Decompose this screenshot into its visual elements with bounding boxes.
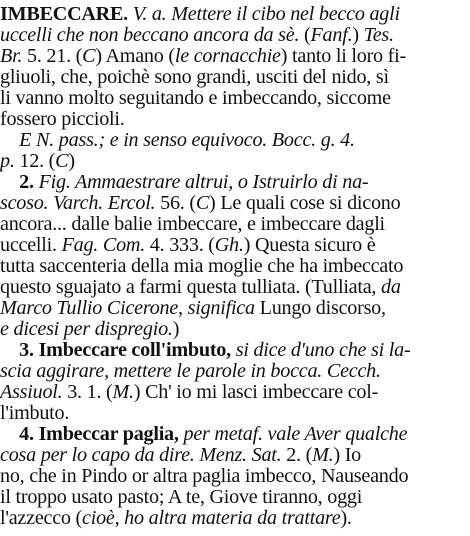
text-run: ,: [381, 297, 386, 319]
text-run: 5. 21. (: [22, 45, 83, 67]
text-run: e dicesi per dispregio.: [0, 318, 173, 340]
text-run: ) Ch' io mi lasci imbeccare col-: [133, 381, 379, 403]
text-run: da: [381, 276, 401, 298]
text-run: no, che in Pindo or altra paglia imbecco, Nauseando: [0, 465, 409, 487]
text-run: ) tanto li loro fi-: [280, 45, 406, 67]
text-run: 4. Imbeccar paglia,: [0, 423, 179, 445]
text-run: tutta saccenteria della mia moglie che ha imbeccato: [0, 255, 404, 277]
text-run: Gh.: [214, 234, 244, 256]
text-run: Br.: [0, 45, 23, 67]
text-run: C: [55, 150, 69, 172]
text-run: per metaf. vale Aver qualche: [178, 423, 408, 445]
text-run: p.: [0, 150, 15, 172]
text-run: fossero piccioli.: [0, 108, 125, 130]
text-run: scoso. Varch. Ercol.: [0, 192, 156, 214]
text-run: Fig. Ammaestrare altrui, o Istruirlo di na-: [38, 171, 369, 193]
text-run: ) Questa sicuro è: [243, 234, 376, 256]
text-run: 4. 333. (: [145, 234, 215, 256]
text-run: le cornacchie: [174, 45, 281, 67]
text-run: 2. (: [281, 444, 313, 466]
text-run: 2.: [0, 171, 39, 193]
text-run: IMBECCARE.: [0, 3, 128, 25]
text-run: Fanf.: [310, 24, 353, 46]
text-run: Marco Tullio Cicerone, significa: [0, 297, 255, 319]
text-run: l'imbuto.: [0, 402, 70, 424]
text-run: 12. (: [14, 150, 56, 172]
text-run: C: [82, 45, 96, 67]
text-run: Lungo discorso: [254, 297, 382, 319]
text-run: ) Amano (: [95, 45, 175, 67]
text-run: 3. Imbeccare coll'imbuto,: [0, 339, 231, 361]
text-run: ): [68, 150, 75, 172]
text-run: questo sguajato a farmi questa tulliata. (Tulliata,: [0, 276, 382, 298]
text-run: scia aggirare, mettere le parole in bocca. Cecch.: [0, 360, 381, 382]
text-run: si dice d'uno che si la-: [230, 339, 411, 361]
text-run: cosa per lo capo da dire. Menz. Sat.: [0, 444, 282, 466]
text-run: Tes.: [363, 24, 394, 46]
text-run: C: [195, 192, 210, 214]
text-run: ) Io: [333, 444, 362, 466]
text-run: li vanno molto seguitando e imbeccando, siccome: [0, 87, 391, 109]
text-run: ): [352, 24, 364, 46]
text-run: Fag. Com.: [61, 234, 146, 256]
text-run: ) Le quali cose si dicono: [209, 192, 401, 214]
text-run: V. a. Mettere il cibo nel becco agli: [127, 3, 400, 25]
text-run: ancora... dalle balie imbeccare, e imbeccare dagli: [0, 213, 385, 235]
text-run: ).: [340, 507, 352, 529]
text-run: (: [299, 24, 311, 46]
text-run: il troppo usato pasto; A te, Giove tiranno, oggi: [0, 486, 363, 508]
text-run: E N. pass.; e in senso equivoco. Bocc. g. 4.: [0, 129, 355, 151]
text-run: uccelli che non beccano ancora da sè.: [0, 24, 300, 46]
text-run: M.: [112, 381, 134, 403]
text-run: ): [172, 318, 180, 340]
text-run: cioè, ho altra materia da trattare: [82, 507, 341, 529]
text-run: 56. (: [155, 192, 196, 214]
text-run: 3. 1. (: [62, 381, 113, 403]
text-run: l'azzecco (: [0, 507, 83, 529]
text-run: M.: [312, 444, 334, 466]
entry-line: [0, 506, 462, 531]
text-run: gliuoli, che, poichè sono grandi, usciti del nido, sì: [0, 66, 389, 88]
text-run: Assiuol.: [0, 381, 63, 403]
text-run: uccelli.: [0, 234, 62, 256]
